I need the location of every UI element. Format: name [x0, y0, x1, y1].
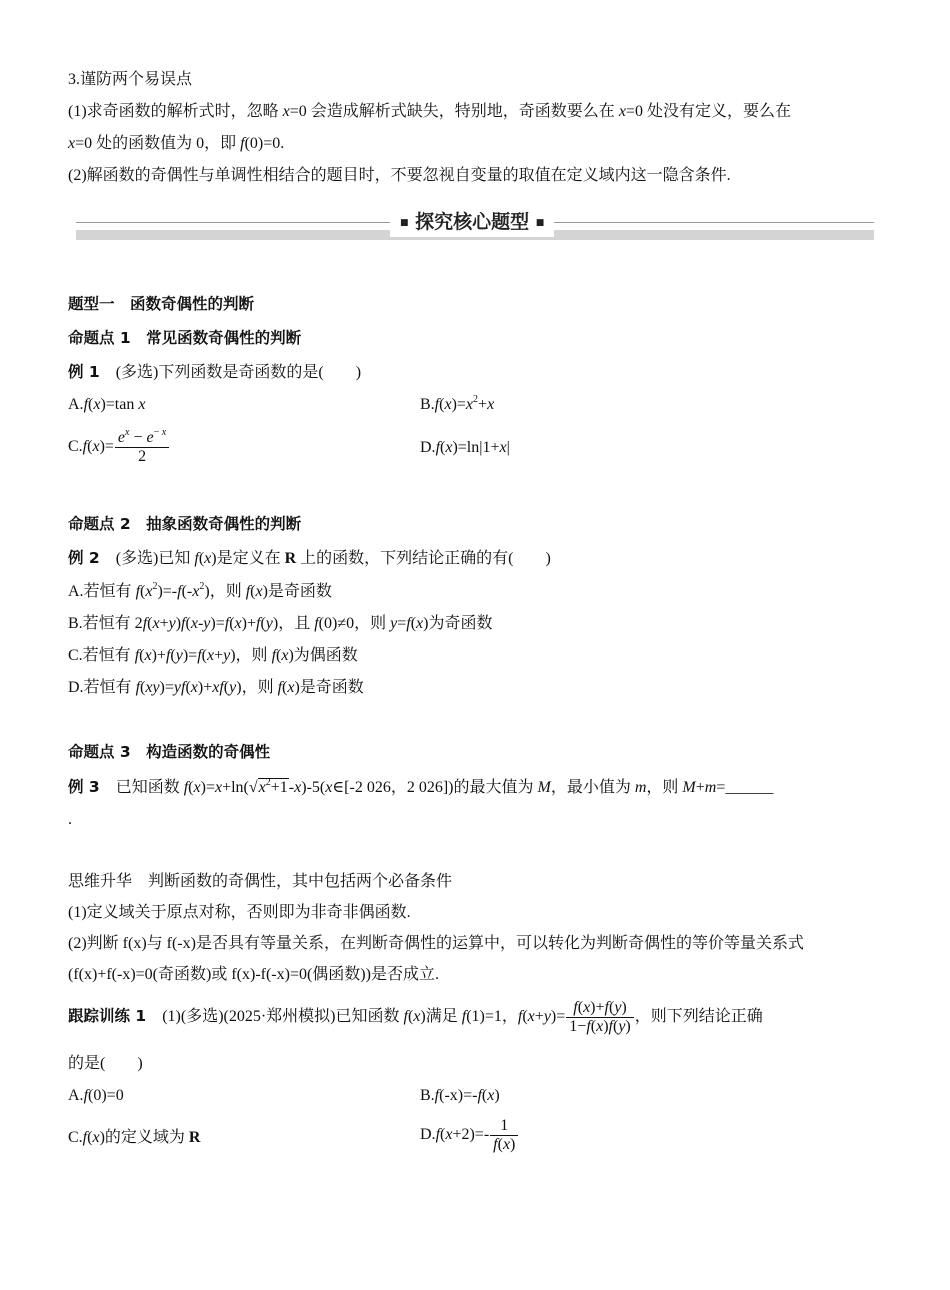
example-2-option-b: B.若恒有 2f(x+y)f(x-y)=f(x)+f(y)，且 f(0)≠0，则 y=f(x)为奇函数	[68, 615, 493, 632]
example-1-option-b: $B.f(x)=x^2+x$	[420, 394, 495, 413]
summary-title: 思维升华 判断函数的奇偶性，其中包括两个必备条件	[68, 873, 453, 890]
summary-point-1: (1)定义域关于原点对称，否则即为非奇非偶函数.	[68, 904, 411, 921]
example-2-option-a: A.若恒有 $f(x^2)=-f(-x^2)$，则 f(x)是奇函数	[68, 581, 332, 600]
summary-point-2-cont: (f(x)+f(-x)=0(奇函数)或 f(x)-f(-x)=0(偶函数))是否成立.	[68, 966, 439, 983]
example-3-period: .	[68, 811, 72, 828]
example-1-option-a: A.f(x)=tan x	[68, 396, 146, 413]
section-title: 题型一 函数奇偶性的判断	[68, 295, 255, 313]
intro-point-1-cont: x=0 处的函数值为 0，即 f(0)=0.	[68, 135, 285, 152]
point-title-2: 命题点 2 抽象函数奇偶性的判断	[68, 515, 302, 533]
point-title-3: 命题点 3 构造函数的奇偶性	[68, 743, 271, 761]
summary-point-2: (2)判断 f(x)与 f(-x)是否具有等量关系，在判断奇偶性的运算中，可以转化为判断奇偶性的等价等量关系式	[68, 935, 804, 952]
dot-icon: ■	[535, 218, 545, 228]
track-option-a: A.f(0)=0	[68, 1087, 124, 1104]
intro-point-2: (2)解函数的奇偶性与单调性相结合的题目时，不要忽视自变量的取值在定义域内这一隐含条件.	[68, 167, 731, 184]
banner-title: ■ 探究核心题型 ■	[390, 208, 554, 237]
example-1-option-d: D.f(x)=ln|1+x|	[420, 439, 510, 456]
fraction-denominator: 2	[138, 447, 147, 465]
example-1-stem: 例 1 (多选)下列函数是奇函数的是( )	[68, 363, 362, 381]
point-title-1: 命题点 1 常见函数奇偶性的判断	[68, 329, 302, 347]
example-2-option-d: D.若恒有 f(xy)=yf(x)+xf(y)，则 f(x)是奇函数	[68, 679, 364, 696]
example-2-stem: 例 2 (多选)已知 f(x)是定义在 R 上的函数，下列结论正确的有( )	[68, 549, 551, 567]
example-1-option-c: C.f(x)= $\frac{e^x - e^{- x}}{2}$	[68, 428, 170, 466]
track-option-b: B.f(-x)=-f(x)	[420, 1087, 500, 1104]
track-option-c: C.f(x)的定义域为 R	[68, 1129, 201, 1146]
track-stem: 跟踪训练 1 (1)(多选)(2025·郑州模拟)已知函数 f(x)满足 f(1)=1，f(x+y)= $\frac{f(x)+f(y)}{1-f(x)f(y)}$ ，则下列结论正确	[68, 998, 763, 1035]
example-3-stem: 例 3 已知函数 $f(x)=x+\ln(√x^2+1-x)-5(x\in[-2$ 026，2 026])的最大值为 M，最小值为 m，则 M+m=______	[68, 777, 774, 796]
track-stem-cont: 的是( )	[68, 1055, 143, 1072]
fraction-numerator: $e^x - e^{- x}$	[115, 429, 169, 448]
dot-icon: ■	[400, 218, 409, 228]
intro-heading: 3.谨防两个易误点	[68, 71, 193, 88]
example-2-option-c: C.若恒有 f(x)+f(y)=f(x+y)，则 f(x)为偶函数	[68, 647, 358, 664]
intro-point-1: (1)求奇函数的解析式时，忽略 x=0 会造成解析式缺失，特别地，奇函数要么在 x=0 处没有定义，要么在	[68, 103, 791, 120]
track-option-d: D.f(x+2)=- $\frac{1}{f(x)}$	[420, 1115, 519, 1155]
